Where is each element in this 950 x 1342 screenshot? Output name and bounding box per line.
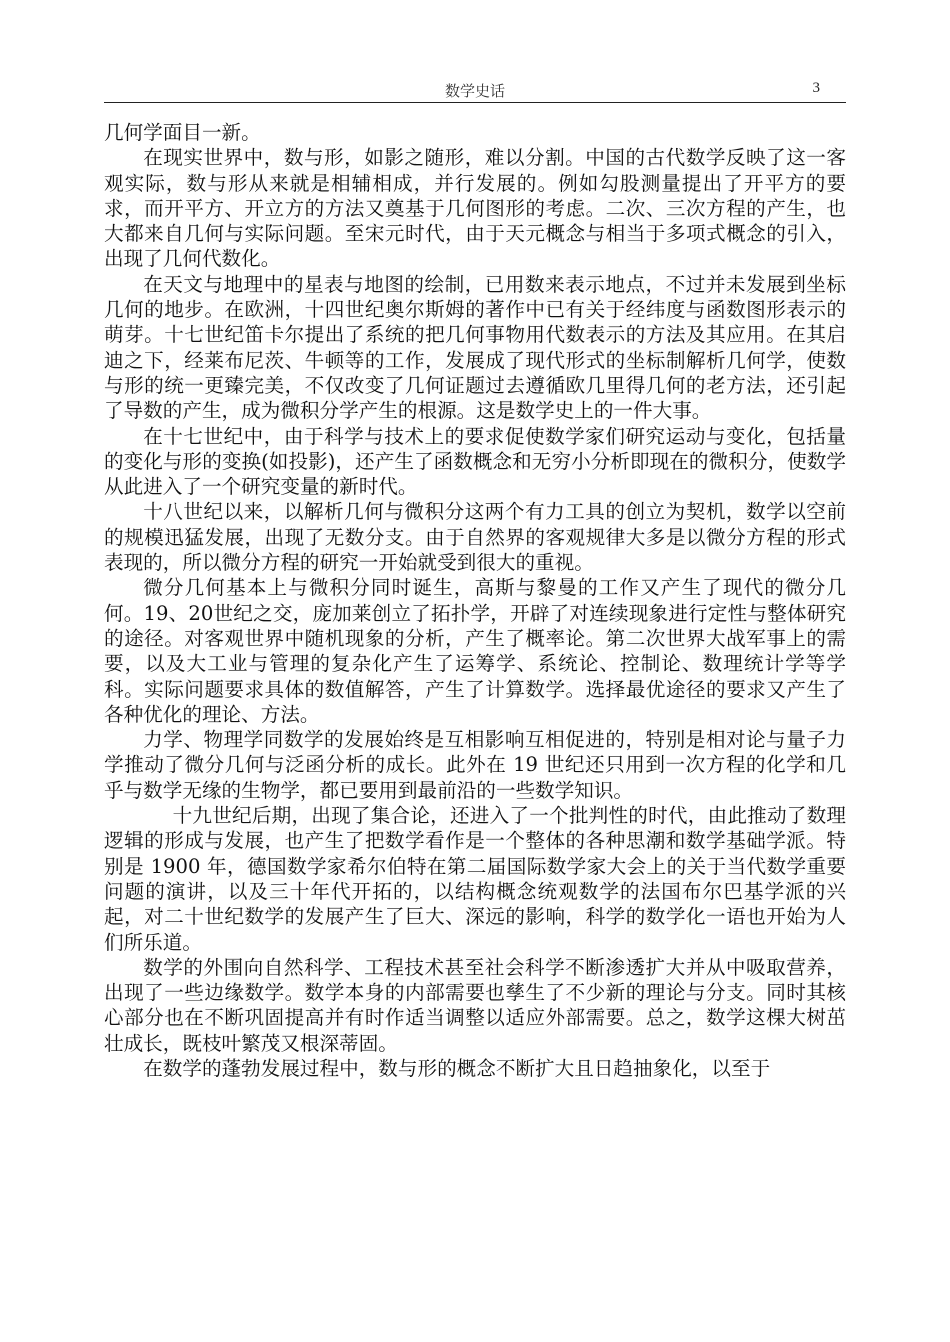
body-text <box>104 120 846 1081</box>
paragraph: 十八世纪以来，以解析几何与微积分这两个有力工具的创立为契机，数学以空前的规模迅猛发展，出现了无数分支。由于自然界的客观规律大多是以微分方程的形式表现的，所以微分方程的研究一开始就受到很大的重视。 <box>104 500 846 575</box>
paragraph: 在天文与地理中的星表与地图的绘制，已用数来表示地点，不过并未发展到坐标几何的地步。在欧洲，十四世纪奥尔斯姆的著作中已有关于经纬度与函数图形表示的萌芽。十七世纪笛卡尔提出了系统的把几何事物用代数表示的方法及其应用。在其启迪之下，经莱布尼茨、牛顿等的工作，发展成了现代形式的坐标制解析几何学，使数与形的统一更臻完美，不仅改变了几何证题过去遵循欧几里得几何的老方法，还引起了导数的产生，成为微积分学产生的根源。这是数学史上的一件大事。 <box>104 272 846 423</box>
page-number: 3 <box>812 80 820 96</box>
paragraph: 数学的外围向自然科学、工程技术甚至社会科学不断渗透扩大并从中吸取营养，出现了一些边缘数学。数学本身的内部需要也孳生了不少新的理论与分支。同时其核心部分也在不断巩固提高并有时作适当调整以适应外部需要。总之，数学这棵大树茁壮成长，既枝叶繁茂又根深蒂固。 <box>104 955 846 1055</box>
paragraph: 在十七世纪中，由于科学与技术上的要求促使数学家们研究运动与变化，包括量的变化与形的变换(如投影)，还产生了函数概念和无穷小分析即现在的微积分，使数学从此进入了一个研究变量的新时代。 <box>104 424 846 499</box>
header-title: 数学史话 <box>444 82 505 100</box>
paragraph: 十九世纪后期，出现了集合论，还进入了一个批判性的时代，由此推动了数理逻辑的形成与发展，也产生了把数学看作是一个整体的各种思潮和数学基础学派。特别是 1900 年，德国数学家希尔伯特在第二届国际数学家大会上的关于当代数学重要问题的演讲，以及三十年代开拓的，以结构概念统观数学的法国布尔巴基学派的兴起，对二十世纪数学的发展产生了巨大、深远的影响，科学的数学化一语也开始为人们所乐道。 <box>104 804 846 954</box>
paragraph-continuation: 几何学面目一新。 <box>104 121 261 144</box>
paragraph: 在现实世界中，数与形，如影之随形，难以分割。中国的古代数学反映了这一客观实际，数与形从来就是相辅相成，并行发展的。例如勾股测量提出了开平方的要求，而开平方、开立方的方法又奠基于几何图形的考虑。二次、三次方程的产生，也大都来自几何与实际问题。至宋元时代，由于天元概念与相当于多项式概念的引入，出现了几何代数化。 <box>104 146 846 271</box>
paragraph: 微分几何基本上与微积分同时诞生，高斯与黎曼的工作又产生了现代的微分几何。19、20世纪之交，庞加莱创立了拓扑学，开辟了对连续现象进行定性与整体研究的途径。对客观世界中随机现象的分析，产生了概率论。第二次世界大战军事上的需要，以及大工业与管理的复杂化产生了运筹学、系统论、控制论、数理统计学等学科。实际问题要求具体的数值解答，产生了计算数学。选择最优途径的要求又产生了各种优化的理论、方法。 <box>104 576 846 726</box>
paragraph: 在数学的蓬勃发展过程中，数与形的概念不断扩大且日趋抽象化，以至于 <box>143 1056 771 1080</box>
running-header <box>104 78 846 103</box>
paragraph: 力学、物理学同数学的发展始终是互相影响互相促进的，特别是相对论与量子力学推动了微分几何与泛函分析的成长。此外在 19 世纪还只用到一次方程的化学和几乎与数学无缘的生物学，都已要用到最前沿的一些数学知识。 <box>104 728 846 802</box>
